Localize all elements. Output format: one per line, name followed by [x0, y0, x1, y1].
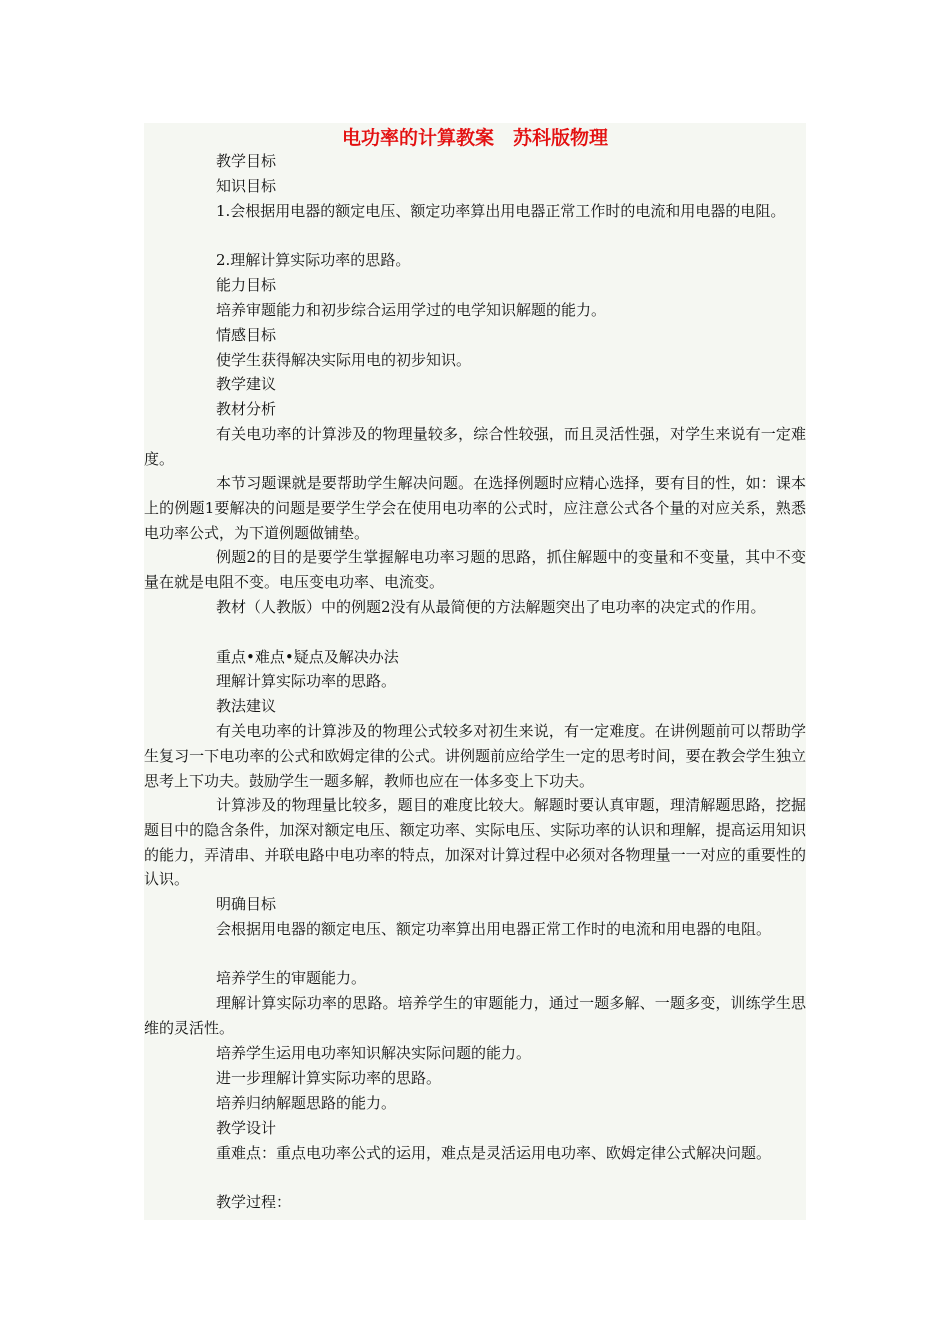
heading-teaching-process: 教学过程： — [216, 1193, 292, 1211]
heading-clear-goals: 明确目标 — [216, 895, 277, 913]
document-body — [144, 123, 806, 1220]
paragraph-analysis-1: 有关电功率的计算涉及的物理量较多，综合性较强，而且灵活性强，对学生来说有一定难度。 — [144, 425, 806, 468]
heading-emotion-goals: 情感目标 — [216, 326, 277, 344]
heading-key-points: 重点•难点•疑点及解决办法 — [216, 648, 399, 666]
heading-textbook-analysis: 教材分析 — [216, 400, 277, 418]
paragraph-method-1: 有关电功率的计算涉及的物理公式较多对初生来说，有一定难度。在讲例题前可以帮助学生复习一下电功率的公式和欧姆定律的公式。讲例题前应给学生一定的思考时间，要在教会学生独立思考上下功夫。鼓励学生一题多解，教师也应在一体多变上下功夫。 — [144, 722, 806, 790]
paragraph-knowledge-1: 1.会根据用电器的额定电压、额定功率算出用电器正常工作时的电流和用电器的电阻。 — [216, 202, 786, 220]
paragraph-ability: 培养审题能力和初步综合运用学过的电学知识解题的能力。 — [216, 301, 607, 319]
heading-teaching-design: 教学设计 — [216, 1119, 277, 1137]
paragraph-analysis-2: 本节习题课就是要帮助学生解决问题。在选择例题时应精心选择，要有目的性，如：课本上的例题1要解决的问题是要学生学会在使用电功率的公式时，应注意公式各个量的对应关系，熟悉电功率公式，为下道例题做铺垫。 — [144, 474, 806, 542]
paragraph-clear-goal-6: 培养归纳解题思路的能力。 — [216, 1094, 397, 1112]
paragraph-clear-goal-1: 会根据用电器的额定电压、额定功率算出用电器正常工作时的电流和用电器的电阻。 — [216, 920, 772, 938]
paragraph-emotion: 使学生获得解决实际用电的初步知识。 — [216, 351, 472, 369]
heading-knowledge-goals: 知识目标 — [216, 177, 277, 195]
paragraph-clear-goal-3: 理解计算实际功率的思路。培养学生的审题能力，通过一题多解、一题多变，训练学生思维的灵活性。 — [144, 994, 806, 1037]
paragraph-difficulties: 重难点：重点电功率公式的运用，难点是灵活运用电功率、欧姆定律公式解决问题。 — [216, 1144, 772, 1162]
paragraph-key-points: 理解计算实际功率的思路。 — [216, 672, 397, 690]
heading-teaching-goals: 教学目标 — [216, 152, 277, 170]
heading-teaching-advice: 教学建议 — [216, 375, 277, 393]
paragraph-clear-goal-4: 培养学生运用电功率知识解决实际问题的能力。 — [216, 1044, 532, 1062]
heading-method-advice: 教法建议 — [216, 697, 277, 715]
document-title: 电功率的计算教案 苏科版物理 — [341, 127, 608, 149]
paragraph-method-2: 计算涉及的物理量比较多，题目的难度比较大。解题时要认真审题，理清解题思路，挖掘题目中的隐含条件，加深对额定电压、额定功率、实际电压、实际功率的认识和理解，提高运用知识的能力，弄清串、并联电路中电功率的特点，加深对计算过程中必须对各物理量一一对应的重要性的认识。 — [144, 796, 806, 889]
paragraph-analysis-4: 教材（人教版）中的例题2没有从最简便的方法解题突出了电功率的决定式的作用。 — [216, 598, 766, 616]
heading-ability-goals: 能力目标 — [216, 276, 277, 294]
paragraph-clear-goal-5: 进一步理解计算实际功率的思路。 — [216, 1069, 442, 1087]
paragraph-clear-goal-2: 培养学生的审题能力。 — [216, 969, 367, 987]
paragraph-analysis-3: 例题2的目的是要学生掌握解电功率习题的思路，抓住解题中的变量和不变量，其中不变量在就是电阻不变。电压变电功率、电流变。 — [144, 548, 806, 591]
paragraph-knowledge-2: 2.理解计算实际功率的思路。 — [216, 251, 411, 269]
